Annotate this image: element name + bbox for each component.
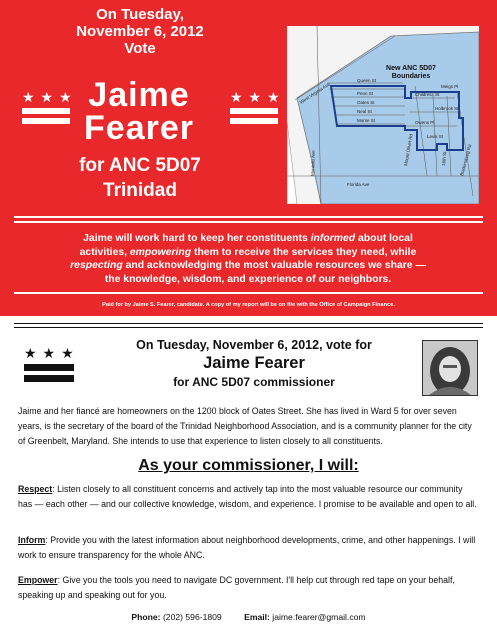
divider (14, 327, 483, 328)
street-label: Queen St (357, 78, 377, 83)
candidate-name-secondary: Jaime Fearer (203, 354, 305, 372)
street-label: Morse St (357, 118, 376, 123)
vote-line: Vote (124, 40, 156, 57)
street-label: Levis St (427, 134, 444, 139)
date-line-2: November 6, 2012 (76, 23, 204, 40)
vote-date-line: On Tuesday, November 6, 2012, vote for (136, 338, 372, 352)
street-label: Oates St (357, 100, 375, 105)
street-label: Montello Ave (310, 150, 316, 177)
district-map (287, 26, 479, 204)
phone-label: Phone: (131, 612, 161, 622)
office-line: for ANC 5D07 commissioner (173, 375, 335, 389)
street-label: Mount Olivet Rd (403, 133, 414, 167)
commitment-text: : Listen closely to all constituent concerns and actively tap into the most valuable resource our community has — each other — and our collective knowledge, wisdom, and experience. I promise to be available and open to all. (18, 484, 477, 509)
summary-emphasis: respecting (70, 260, 123, 271)
election-date-heading (40, 6, 240, 57)
summary-emphasis: informed (310, 233, 356, 244)
divider (14, 292, 483, 294)
paid-for-disclaimer: Paid for by Jaime S. Fearer, candidate. A copy of my report will be on file with the Office of Campaign Finance. (102, 302, 395, 308)
top-summary-paragraph (66, 232, 430, 286)
street-label: Childress St (415, 92, 440, 97)
dc-flag-black (24, 345, 80, 382)
flag-bar (230, 108, 278, 114)
map-subtitle: Boundaries (391, 73, 431, 80)
commitment-respect (18, 482, 478, 512)
email-address: jaime.fearer@gmail.com (272, 612, 366, 622)
commitment-empower (18, 573, 478, 603)
street-label: Neal St (357, 109, 372, 114)
street-label: Owens Pl (415, 120, 435, 125)
commitment-inform (18, 533, 478, 563)
flag-stars: ★★★ (22, 89, 78, 105)
commitment-label: Empower (18, 575, 58, 585)
street-label: Holbrook St (435, 106, 459, 111)
office-heading: for ANC 5D07 (79, 155, 201, 176)
flag-bar (24, 375, 74, 382)
flag-stars: ★★★ (24, 345, 80, 361)
divider (14, 323, 483, 324)
commitment-label: Respect (18, 484, 53, 494)
divider (14, 221, 483, 223)
commitment-text: : Provide you with the latest information about neighborhood developments, crime, and other happenings. I will work to ensure transparency for the whole ANC. (18, 535, 476, 560)
candidate-first-name: Jaime (88, 76, 190, 114)
street-label: Meigs Pl (441, 84, 459, 89)
street-label: 16th St (441, 151, 448, 167)
summary-emphasis: empowering (129, 246, 192, 258)
email-label: Email: (244, 612, 270, 622)
candidate-photo (422, 340, 478, 396)
street-label: Florida Ave (347, 182, 370, 187)
summary-text: about local activities, (79, 233, 413, 258)
date-line-1: On Tuesday, (96, 6, 184, 23)
commitments-heading: As your commissioner, I will: (138, 457, 359, 474)
commitment-label: Inform (18, 535, 46, 545)
email-contact (244, 612, 365, 622)
street-label: West Virginia Ave (298, 81, 331, 105)
red-banner (0, 0, 497, 316)
flag-stars: ★★★ (230, 89, 286, 105)
candidate-portrait (423, 341, 477, 395)
area-heading: Trinidad (103, 180, 177, 201)
map-title: New ANC 5D07 (386, 65, 436, 72)
candidate-bio: Jaime and her fiancé are homeowners on the 1200 block of Oates Street. She has lived in Ward 5 for over seven years, is the secretary of the board of the Trinidad Neighborhood Association, and is a community planner for the city of Greenbelt, Maryland. She intends to use that experience to listen closely to all constituents. (18, 406, 472, 446)
phone-number: (202) 596-1809 (162, 612, 222, 622)
candidate-name (58, 76, 220, 147)
district-map-drawing (287, 26, 479, 204)
street-label: Bladensburg Rd (459, 143, 473, 177)
divider (14, 216, 483, 218)
contact-line (0, 612, 497, 622)
commitment-text: : Give you the tools you need to navigate DC government. I'll help cut through red tape on your behalf, speaking up and speaking out for you. (18, 575, 455, 600)
candidate-last-name: Fearer (84, 109, 194, 147)
flag-bar (24, 364, 74, 371)
summary-text: and acknowledging the most valuable resources we share — the knowledge, wisdom, and experience of our neighbors. (104, 260, 426, 285)
flag-bar (230, 118, 278, 124)
summary-text: Jaime will work hard to keep her constituents (83, 233, 311, 244)
dc-flag-right (230, 89, 286, 124)
phone-contact (131, 612, 221, 622)
summary-text: them to receive the services they need, while (191, 246, 417, 258)
street-label: Penn St (357, 91, 374, 96)
